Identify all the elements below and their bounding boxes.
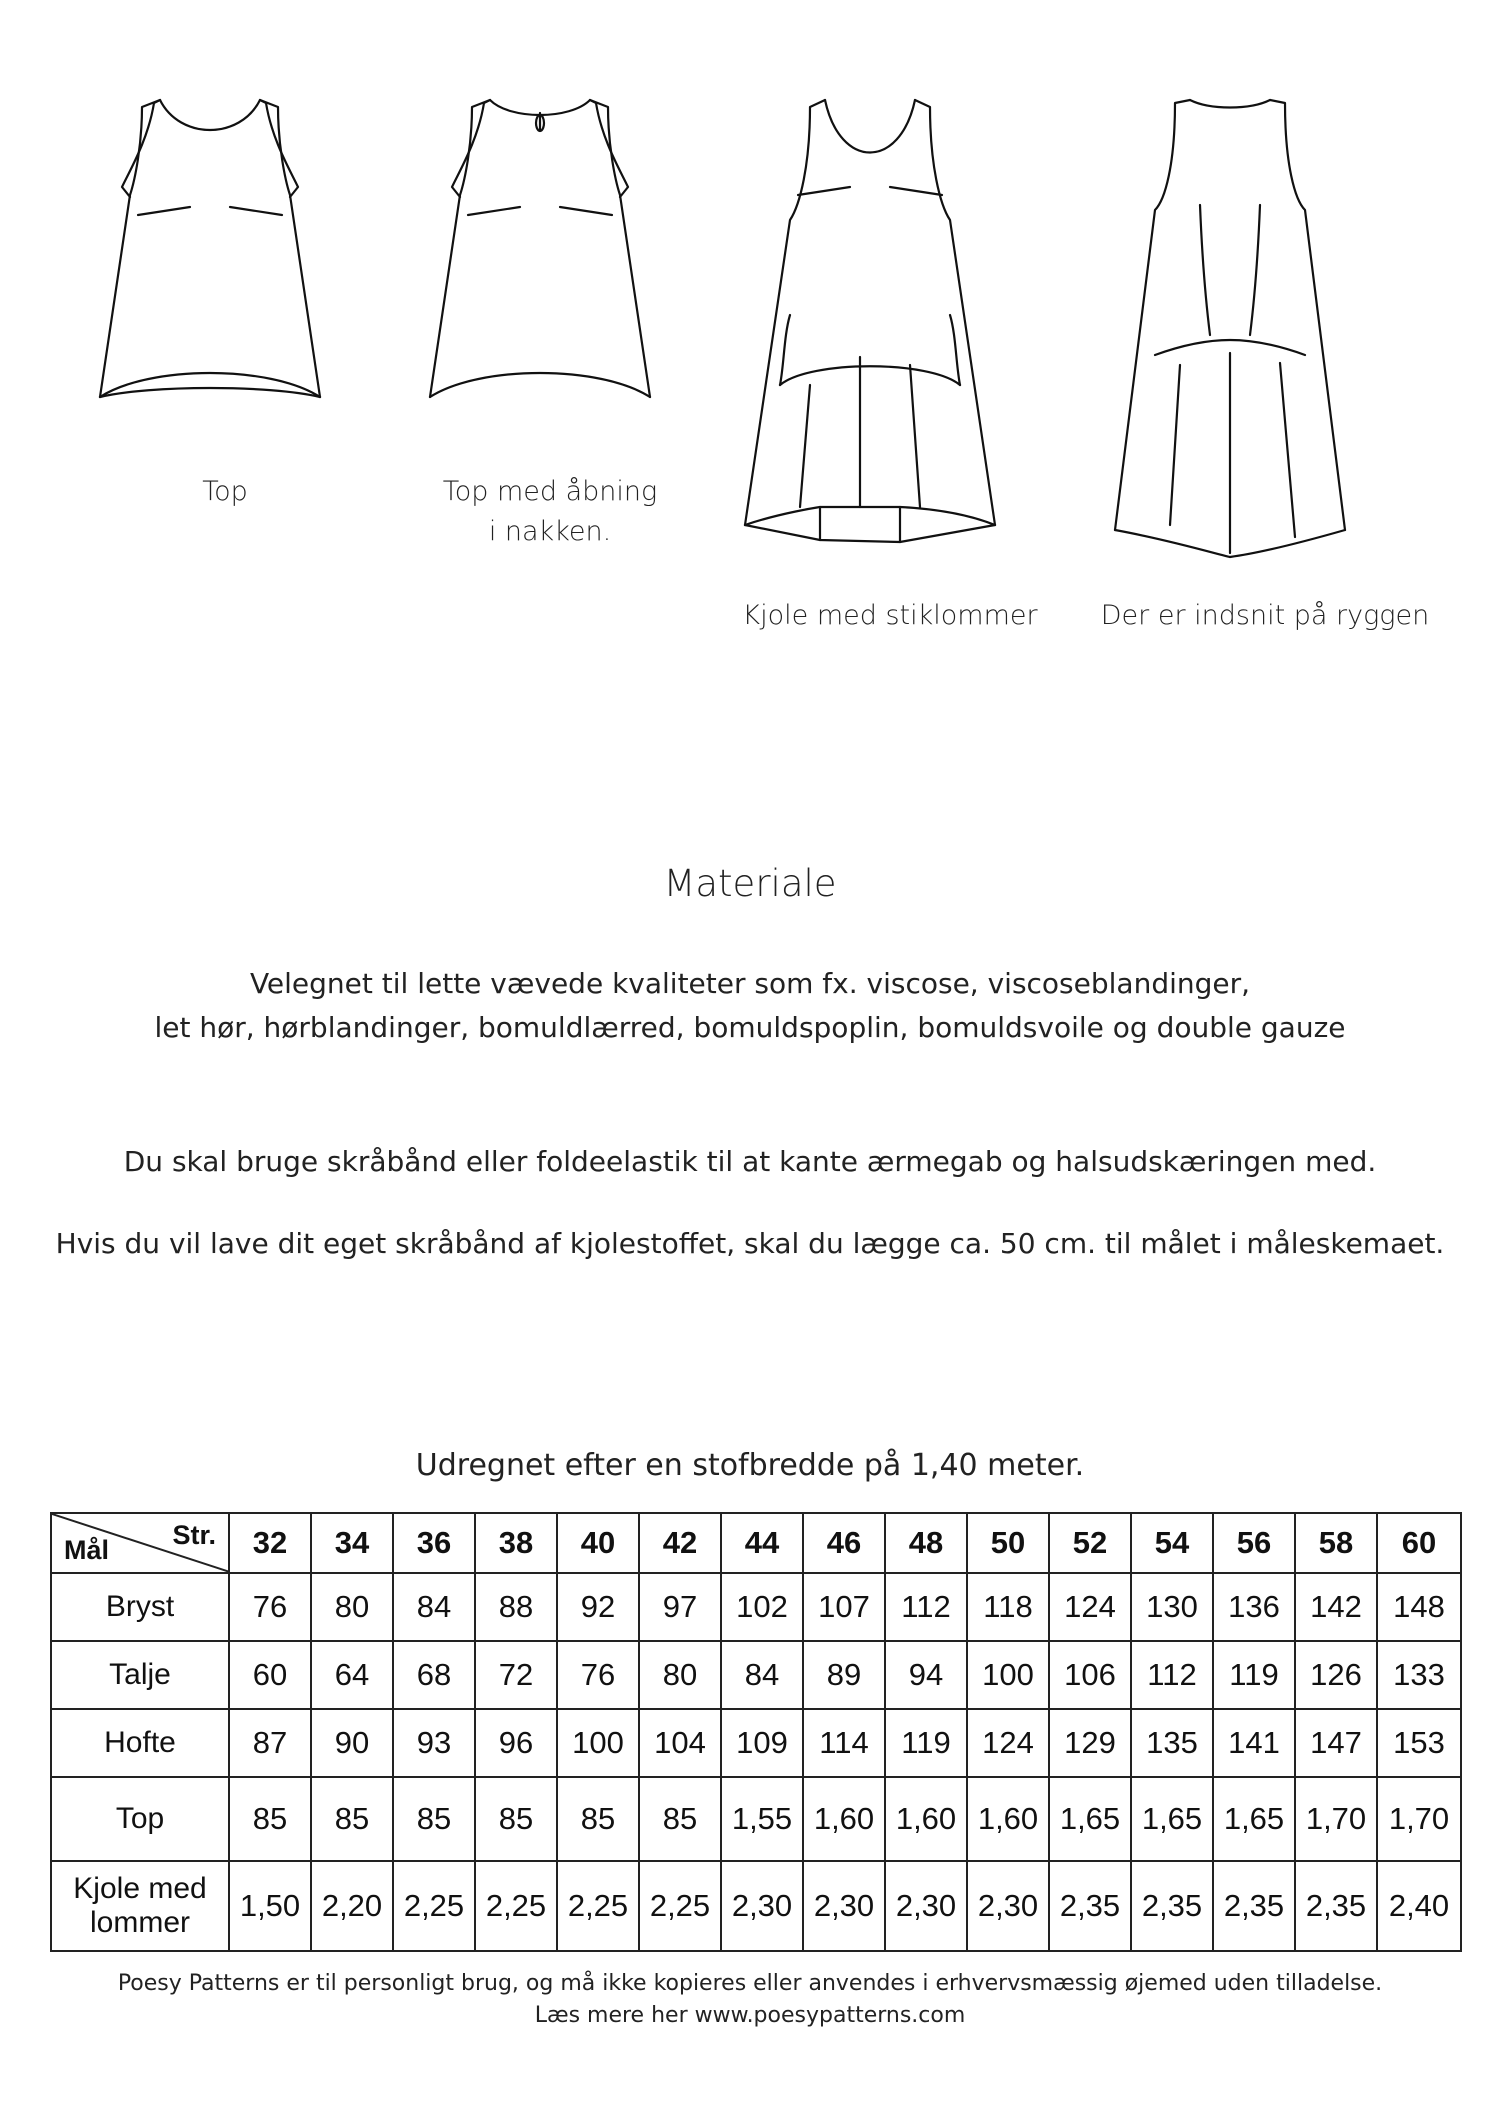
table-cell: 119: [1213, 1641, 1295, 1709]
table-cell: 1,60: [967, 1777, 1049, 1861]
table-cell: 94: [885, 1641, 967, 1709]
table-cell: 2,25: [475, 1861, 557, 1951]
table-cell: 1,60: [885, 1777, 967, 1861]
table-cell: 85: [557, 1777, 639, 1861]
table-row-bryst: [51, 1573, 1461, 1641]
material-description: [0, 962, 1500, 1050]
table-cell: 130: [1131, 1573, 1213, 1641]
table-cell: 76: [229, 1573, 311, 1641]
table-cell: 129: [1049, 1709, 1131, 1777]
garment-caption-top: Top: [202, 476, 248, 507]
table-cell: 2,40: [1377, 1861, 1461, 1951]
garment-caption-dress-back: Der er indsnit på ryggen: [1100, 600, 1430, 631]
table-cell: 64: [311, 1641, 393, 1709]
table-cell: 135: [1131, 1709, 1213, 1777]
table-caption: Udregnet efter en stofbredde på 1,40 meter.: [415, 1448, 1085, 1483]
table-cell: 80: [311, 1573, 393, 1641]
corner-measure-label: Mål: [64, 1535, 110, 1565]
table-cell: 85: [393, 1777, 475, 1861]
table-cell: 68: [393, 1641, 475, 1709]
material-description-line-2: let hør, hørblandinger, bomuldlærred, bomuldspoplin, bomuldsvoile og double gauze: [154, 1011, 1346, 1044]
table-cell: 114: [803, 1709, 885, 1777]
table-cell: 96: [475, 1709, 557, 1777]
table-cell: 141: [1213, 1709, 1295, 1777]
size-table: [50, 1512, 1462, 1952]
dress-front-pockets-drawing: [740, 95, 1000, 575]
table-cell: 100: [557, 1709, 639, 1777]
material-title: Materiale: [663, 862, 837, 905]
table-cell: 112: [885, 1573, 967, 1641]
table-cell: 2,25: [557, 1861, 639, 1951]
table-cell: 1,65: [1131, 1777, 1213, 1861]
table-cell: 1,70: [1295, 1777, 1377, 1861]
table-cell: 2,30: [885, 1861, 967, 1951]
table-cell: 112: [1131, 1641, 1213, 1709]
table-cell: 92: [557, 1573, 639, 1641]
size-header: 46: [803, 1513, 885, 1573]
garment-illustrations: [0, 0, 1500, 640]
row-label: Bryst: [51, 1573, 229, 1641]
table-cell: 90: [311, 1709, 393, 1777]
table-cell: 119: [885, 1709, 967, 1777]
table-cell: 93: [393, 1709, 475, 1777]
size-header: 48: [885, 1513, 967, 1573]
table-cell: 2,30: [721, 1861, 803, 1951]
binding-note: Du skal bruge skråbånd eller foldeelastik til at kante ærmegab og halsudskæringen med.: [123, 1145, 1377, 1178]
table-cell: 153: [1377, 1709, 1461, 1777]
size-header: 40: [557, 1513, 639, 1573]
table-cell: 1,55: [721, 1777, 803, 1861]
table-cell: 107: [803, 1573, 885, 1641]
table-corner-cell: [51, 1513, 229, 1573]
bias-note: Hvis du vil lave dit eget skråbånd af kjolestoffet, skal du lægge ca. 50 cm. til målet i måleskemaet.: [55, 1227, 1445, 1260]
table-cell: 118: [967, 1573, 1049, 1641]
size-header: 54: [1131, 1513, 1213, 1573]
table-cell: 2,30: [967, 1861, 1049, 1951]
table-cell: 102: [721, 1573, 803, 1641]
table-cell: 84: [721, 1641, 803, 1709]
size-header: 44: [721, 1513, 803, 1573]
table-cell: 142: [1295, 1573, 1377, 1641]
table-cell: 76: [557, 1641, 639, 1709]
corner-size-label: Str.: [172, 1520, 216, 1550]
table-cell: 1,50: [229, 1861, 311, 1951]
table-cell: 100: [967, 1641, 1049, 1709]
material-description-line-1: Velegnet til lette vævede kvaliteter som fx. viscose, viscoseblandinger,: [249, 967, 1251, 1000]
top-back-opening-drawing: [420, 85, 660, 425]
table-cell: 148: [1377, 1573, 1461, 1641]
table-cell: 85: [639, 1777, 721, 1861]
table-cell: 85: [475, 1777, 557, 1861]
table-row-top: [51, 1777, 1461, 1861]
size-header: 34: [311, 1513, 393, 1573]
footer-website-link[interactable]: Læs mere her www.poesypatterns.com: [534, 2003, 966, 2028]
table-cell: 1,65: [1049, 1777, 1131, 1861]
table-cell: 87: [229, 1709, 311, 1777]
footer-copyright: Poesy Patterns er til personligt brug, og må ikke kopieres eller anvendes i erhvervsmæssig øjemed uden tilladelse.: [117, 1971, 1383, 1996]
table-cell: 147: [1295, 1709, 1377, 1777]
table-cell: 104: [639, 1709, 721, 1777]
table-cell: 106: [1049, 1641, 1131, 1709]
row-label: Top: [51, 1777, 229, 1861]
size-header: 52: [1049, 1513, 1131, 1573]
table-row-hofte: [51, 1709, 1461, 1777]
table-cell: 1,60: [803, 1777, 885, 1861]
table-cell: 2,35: [1131, 1861, 1213, 1951]
size-header: 60: [1377, 1513, 1461, 1573]
dress-back-drawing: [1100, 85, 1360, 575]
table-cell: 133: [1377, 1641, 1461, 1709]
row-label: Hofte: [51, 1709, 229, 1777]
table-cell: 2,35: [1213, 1861, 1295, 1951]
size-header: 32: [229, 1513, 311, 1573]
table-cell: 124: [967, 1709, 1049, 1777]
table-cell: 136: [1213, 1573, 1295, 1641]
size-header: 36: [393, 1513, 475, 1573]
table-cell: 1,70: [1377, 1777, 1461, 1861]
table-cell: 2,25: [393, 1861, 475, 1951]
row-label: Talje: [51, 1641, 229, 1709]
row-label: Kjole med lommer: [51, 1861, 229, 1951]
garment-caption-dress-pockets: Kjole med stiklommer: [742, 600, 1038, 631]
table-cell: 85: [311, 1777, 393, 1861]
table-cell: 126: [1295, 1641, 1377, 1709]
table-row-talje: [51, 1641, 1461, 1709]
footer: [0, 1968, 1500, 2032]
table-cell: 85: [229, 1777, 311, 1861]
top-front-drawing: [90, 85, 330, 425]
size-header: 38: [475, 1513, 557, 1573]
table-cell: 2,25: [639, 1861, 721, 1951]
table-cell: 1,65: [1213, 1777, 1295, 1861]
size-header: 42: [639, 1513, 721, 1573]
table-cell: 80: [639, 1641, 721, 1709]
size-header: 50: [967, 1513, 1049, 1573]
table-cell: 88: [475, 1573, 557, 1641]
table-cell: 72: [475, 1641, 557, 1709]
table-cell: 60: [229, 1641, 311, 1709]
table-cell: 2,30: [803, 1861, 885, 1951]
table-cell: 124: [1049, 1573, 1131, 1641]
table-cell: 97: [639, 1573, 721, 1641]
size-header: 58: [1295, 1513, 1377, 1573]
table-cell: 89: [803, 1641, 885, 1709]
table-cell: 2,35: [1049, 1861, 1131, 1951]
table-cell: 109: [721, 1709, 803, 1777]
garment-caption-top-back-opening: Top med åbning i nakken.: [442, 476, 658, 547]
table-cell: 2,35: [1295, 1861, 1377, 1951]
size-header: 56: [1213, 1513, 1295, 1573]
size-header-row: [51, 1513, 1461, 1573]
table-row-kjole-med-lommer: [51, 1861, 1461, 1951]
table-cell: 84: [393, 1573, 475, 1641]
table-cell: 2,20: [311, 1861, 393, 1951]
